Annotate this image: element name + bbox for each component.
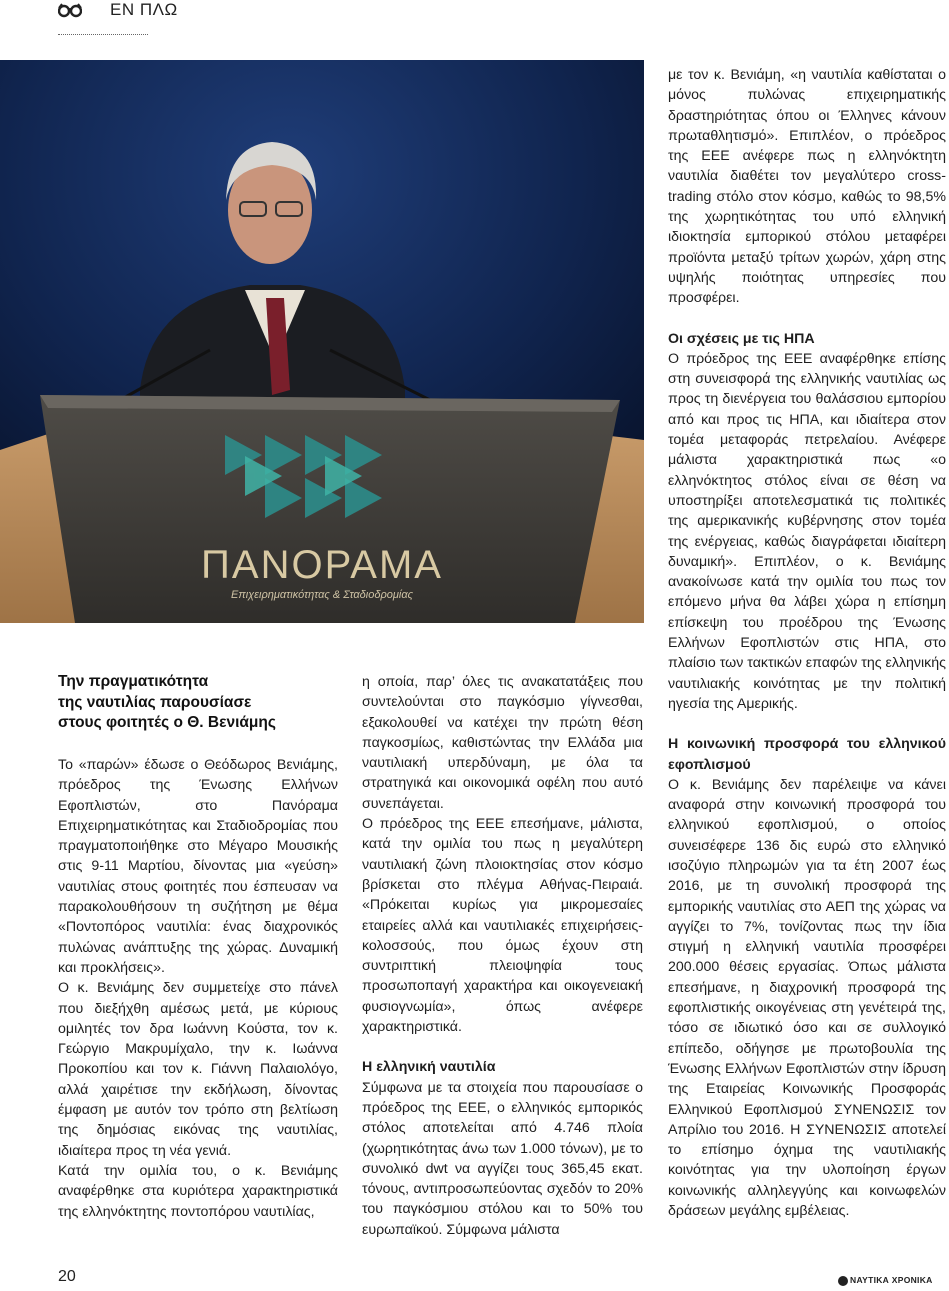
page-number: 20 [58, 1268, 76, 1285]
glasses-icon [58, 2, 82, 18]
paragraph: Ο κ. Βενιάμης δεν παρέλειψε να κάνει αναφορά στην κοινωνική προσφορά του ελληνικού εφοπλισμού, ο οποίος συνεισέφερε 136 δις ευρώ στο ελληνικό ισοζύγιο πληρωμών για τα έτη 2007 έως 2016, με τη συνολική προσφορά της εμπορικής ναυτιλίας στο ΑΕΠ της χώρας να αγγίζει το 7%, τονίζοντας πως την ίδια στιγμή η ελληνική ναυτιλία προσφέρει 200.000 θέσεις εργασίας. Όπως μάλιστα επεσήμανε, η διαχρονική προσφορά της εφοπλιστικής οικογένειας στη γενέτειρά της, τόσο σε ιδιωτικό όσο και σε συλλογικό επίπεδο, οδήγησε με πρωτοβουλία της Ένωσης Ελλήνων Εφοπλιστών στην ίδρυση της Εταιρείας Κοινωνικής Προσφοράς Ελληνικού Εφοπλισμού ΣΥΝΕΝΩΣΙΣ τον Απρίλιο του 2016. Η ΣΥΝΕΝΩΣΙΣ αποτελεί το επίσημο όχημα της ναυτιλιακής κοινότητας για την υλοποίηση έργων κοινωνικής αλληλεγγύης και κοινωφελών δράσεων μεγάλης εμβέλειας. [668, 776, 946, 1220]
section-title: ΕΝ ΠΛΩ [110, 0, 178, 19]
podium-subtitle: Επιχειρηματικότητας & Σταδιοδρομίας [231, 589, 413, 601]
publication-brand [838, 1275, 933, 1286]
paragraph: Ο πρόεδρος της ΕΕΕ επεσήμανε, μάλιστα, κατά την ομιλία του πως η μεγαλύτερη ναυτιλιακή ζώνη πλοιοκτησίας στον κόσμο βρίσκεται στο πλέγμα Αθήνας-Πειραιά. «Πρόκειται κυρίως για μικρομεσαίες εταιρείες αλλά και ναυτιλιακές επιχειρήσεις-κολοσσούς, που όμως έχουν στη συντριπτική πλειοψηφία τους προσωποπαγή χαρακτήρα και οικογενειακή φυσιογνωμία», όπως ανέφερε χαρακτηριστικά. [362, 816, 643, 1036]
paragraph: Ο κ. Βενιάμης δεν συμμετείχε στο πάνελ που διεξήχθη αμέσως μετά, με κύριους ομιλητές τον δρα Ιωάννη Κούστα, τον κ. Γεώργιο Μακρυμίχαλο, την κ. Ιωάννα Προκοπίου και τον κ. Γιάννη Παλαιολόγο, αλλά χαιρέτισε την εκδήλωση, δίνοντας έμφαση με αυτόν τον τρόπο στη βελτίωση της δημόσιας εικόνας της ναυτιλίας, ιδιαίτερα προς τη νέα γενιά. [58, 980, 338, 1159]
paragraph: με τον κ. Βενιάμη, «η ναυτιλία καθίσταται ο μόνος πυλώνας επιχειρηματικής δραστηριότητας όπου οι Έλληνες κάνουν πρωταθλητισμό». Επιπλέον, ο πρόεδρος της ΕΕΕ ανέφερε πως η ελληνόκτητη ναυτιλία διαθέτει τον μεγαλύτερο cross-trading στόλο στον κόσμο, καθώς το 98,5% της χωρητικότητας του υπό ελληνική ιδιοκτησία εμπορικού στόλου μεταφέρει προϊόντα μεταξύ τρίτων χωρών, χάρη στης υψηλής ποιότητας υπηρεσίες που προσφέρει. [668, 67, 946, 307]
paragraph: Σύμφωνα με τα στοιχεία που παρουσίασε ο πρόεδρος της ΕΕΕ, ο ελληνικός εμπορικός στόλος αποτελείται από 4.746 πλοία (χωρητικότητας άνω των 1.000 τόνων), με το συνολικό dwt να αγγίζει τους 365,45 εκατ. τόνους, αντιπροσωπεύοντας σχεδόν το 20% του παγκόσμιου στόλου και το 50% του ευρωπαϊκού. Σύμφωνα μάλιστα [362, 1079, 643, 1238]
brand-logo-icon [838, 1276, 848, 1286]
article-column-2 [362, 672, 643, 1240]
paragraph: Το «παρών» έδωσε ο Θεόδωρος Βενιάμης, πρόεδρος της Ένωσης Ελλήνων Εφοπλιστών, στο Πανόραμα Επιχειρηματικότητας και Σταδιοδρομίας που πραγματοποιήθηκε στο Μέγαρο Μουσικής στις 9-11 Μαρτίου, δίνοντας μια «γεύση» ναυτιλίας στους φοιτητές που έσπευσαν να παρακολουθήσουν τη συζήτηση με θέμα «Ποντοπόρος ναυτιλία: ένας διαχρονικός πυλώνας ανάπτυξης της χώρας. Δυναμική και προκλήσεις». [58, 757, 338, 976]
header-divider [58, 34, 148, 35]
headline-line: Την πραγματικότητα [58, 673, 209, 690]
page-header [58, 0, 358, 40]
article-column-3 [668, 65, 946, 1221]
headline-line: στους φοιτητές ο Θ. Βενιάμης [58, 714, 276, 731]
podium-brand: ΠΑΝΟΡΑΜΑ [201, 543, 443, 587]
subheading: Η κοινωνική προσφορά του ελληνικού εφοπλισμού [668, 736, 946, 773]
article-column-1 [58, 755, 338, 1222]
subheading: Η ελληνική ναυτιλία [362, 1059, 496, 1076]
brand-label: ΝΑΥΤΙΚΑ ΧΡΟΝΙΚΑ [850, 1275, 933, 1285]
headline-line: της ναυτιλίας παρουσίασε [58, 693, 252, 711]
subheading: Οι σχέσεις με τις ΗΠΑ [668, 330, 815, 347]
paragraph: Κατά την ομιλία του, ο κ. Βενιάμης αναφέρθηκε στα κυριότερα χαρακτηριστικά της ελληνόκτητης ποντοπόρου ναυτιλίας, [58, 1162, 338, 1220]
article-headline [58, 672, 343, 734]
paragraph: η οποία, παρ’ όλες τις ανακατατάξεις που συντελούνται στο παγκόσμιο γίγνεσθαι, εξακολουθεί να κατέχει την πρώτη θέση παγκοσμίως, καθιστώντας την Ελλάδα μια ναυτιλιακή υπερδύναμη, με όλα τα στρατηγικά και οικονομικά οφέλη που αυτό συνεπάγεται. [362, 674, 643, 812]
article-photo [0, 60, 644, 623]
paragraph: Ο πρόεδρος της ΕΕΕ αναφέρθηκε επίσης στη συνεισφορά της ελληνικής ναυτιλίας ως προς τη διενέργεια του θαλάσσιου εμπορίου από και προς τις ΗΠΑ, και ιδιαίτερα στον τομέα μεταφοράς πετρελαίου. Ανέφερε μάλιστα χαρακτηριστικά πως «ο ελληνόκτητος στόλος είναι σε θέση να υποστηρίξει αποτελεσματικά τις πολιτικές της αμερικανικής κυβέρνησης στον τομέα της ενέργειας, καθώς διαγράφεται ιδιαίτερη δυναμική». Επιπλέον, ο κ. Βενιάμης ανακοίνωσε κατά την ομιλία του πως τον επόμενο μήνα θα λάβει χώρα η επίσημη επίσκεψη του προέδρου της Ένωσης Ελλήνων Εφοπλιστών στις ΗΠΑ, στο πλαίσιο των τακτικών επαφών της ελληνικής ναυτιλιακής κοινότητας με την πολιτική ηγεσία της Αμερικής. [668, 350, 946, 712]
